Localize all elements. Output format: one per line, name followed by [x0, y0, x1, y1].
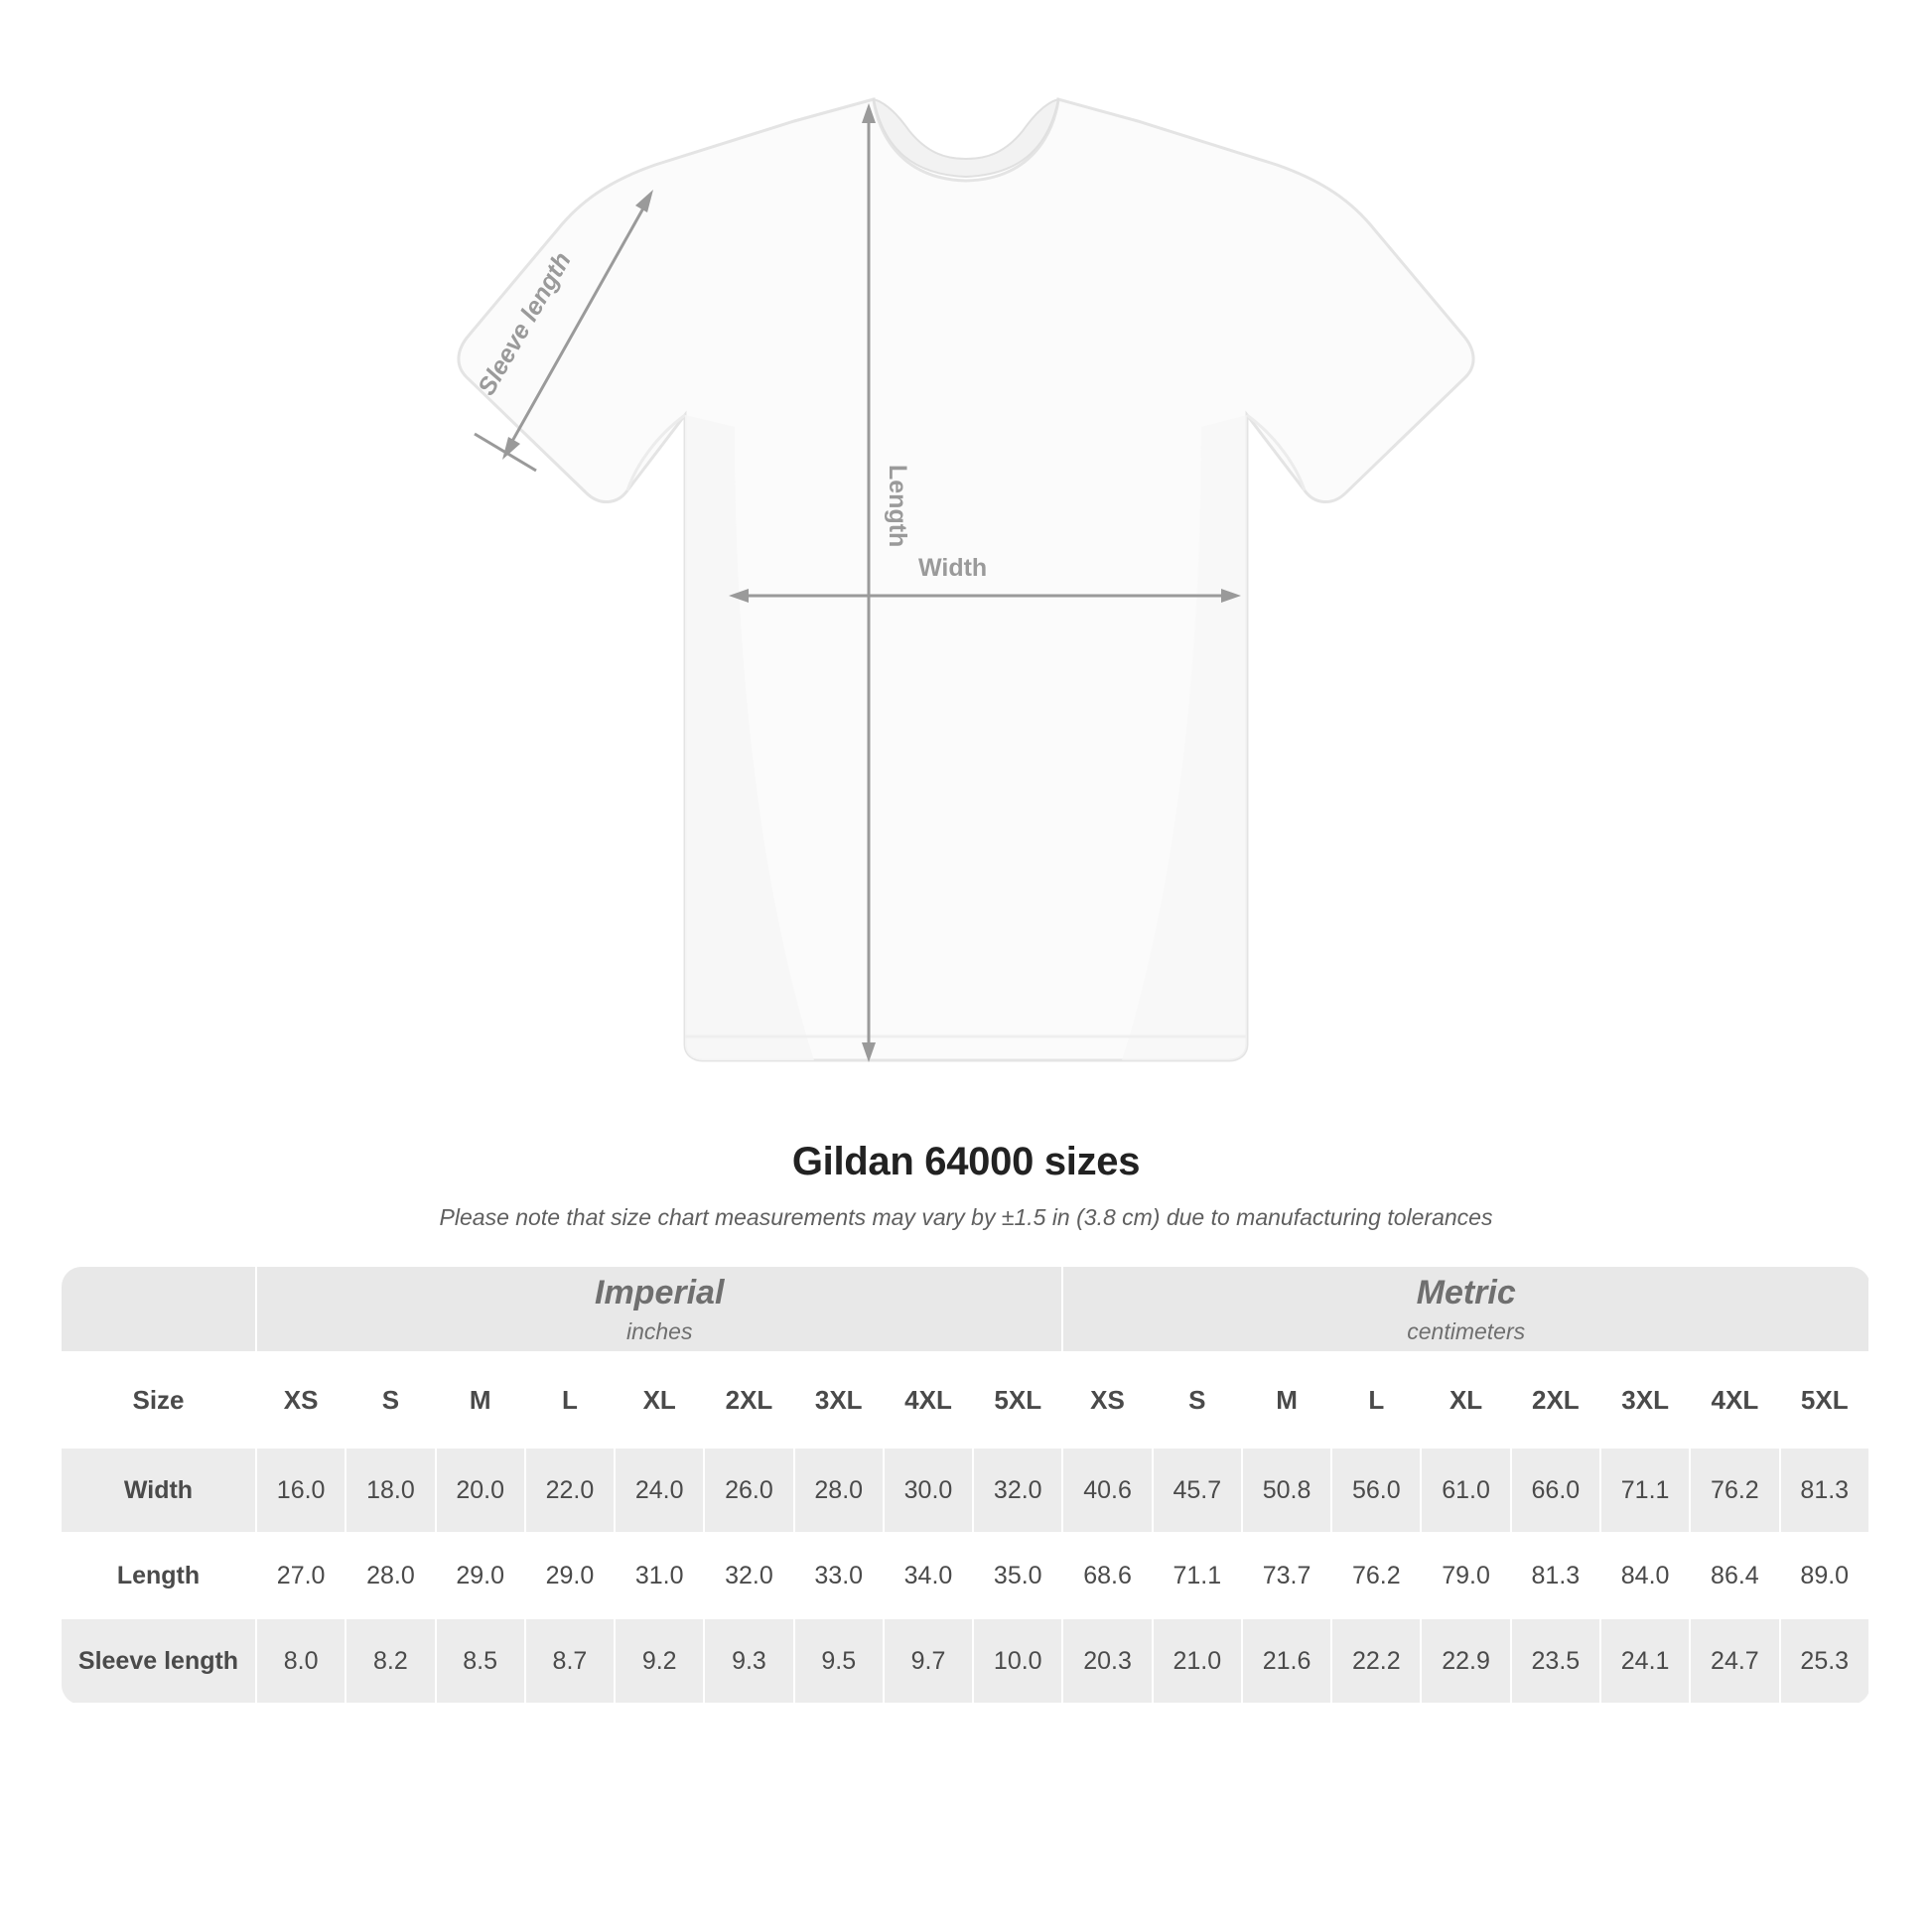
cell: 81.3	[1780, 1448, 1869, 1533]
cell: 9.2	[615, 1618, 704, 1704]
cell: 28.0	[345, 1533, 435, 1618]
cell: 34.0	[884, 1533, 973, 1618]
metric-sub: centimeters	[1407, 1317, 1526, 1344]
size-table	[62, 1267, 1870, 1705]
title-block	[0, 1140, 1932, 1231]
cell: 40.6	[1062, 1448, 1152, 1533]
cell: 29.0	[525, 1533, 615, 1618]
row-label-width: Width	[62, 1448, 256, 1533]
size-col-header: XL	[615, 1352, 704, 1448]
cell: 35.0	[973, 1533, 1062, 1618]
cell: 45.7	[1153, 1448, 1242, 1533]
cell: 32.0	[704, 1533, 793, 1618]
cell: 68.6	[1062, 1533, 1152, 1618]
size-table-wrapper	[62, 1267, 1870, 1705]
width-label: Width	[918, 554, 988, 582]
cell: 23.5	[1511, 1618, 1600, 1704]
size-col-header: 2XL	[1511, 1352, 1600, 1448]
cell: 89.0	[1780, 1533, 1869, 1618]
sleeve-length-label: Sleeve length	[472, 247, 577, 400]
cell: 30.0	[884, 1448, 973, 1533]
cell: 18.0	[345, 1448, 435, 1533]
cell: 9.3	[704, 1618, 793, 1704]
cell: 8.2	[345, 1618, 435, 1704]
size-col-header: 2XL	[704, 1352, 793, 1448]
length-label: Length	[884, 465, 911, 548]
size-col-header: 4XL	[884, 1352, 973, 1448]
table-corner-cell	[62, 1267, 256, 1352]
cell: 8.0	[256, 1618, 345, 1704]
table-row	[62, 1618, 1869, 1704]
size-col-header: M	[1242, 1352, 1331, 1448]
cell: 66.0	[1511, 1448, 1600, 1533]
cell: 24.1	[1600, 1618, 1690, 1704]
size-col-header: 5XL	[973, 1352, 1062, 1448]
cell: 16.0	[256, 1448, 345, 1533]
size-row-header: Size	[62, 1352, 256, 1448]
cell: 71.1	[1153, 1533, 1242, 1618]
cell: 25.3	[1780, 1618, 1869, 1704]
cell: 33.0	[794, 1533, 884, 1618]
cell: 71.1	[1600, 1448, 1690, 1533]
size-col-header: XS	[1062, 1352, 1152, 1448]
cell: 26.0	[704, 1448, 793, 1533]
row-label-sleeve-length: Sleeve length	[62, 1618, 256, 1704]
cell: 8.5	[436, 1618, 525, 1704]
cell: 20.0	[436, 1448, 525, 1533]
size-col-header: 4XL	[1690, 1352, 1779, 1448]
cell: 21.0	[1153, 1618, 1242, 1704]
imperial-header	[256, 1267, 1062, 1352]
cell: 28.0	[794, 1448, 884, 1533]
cell: 84.0	[1600, 1533, 1690, 1618]
cell: 81.3	[1511, 1533, 1600, 1618]
table-row	[62, 1533, 1869, 1618]
cell: 24.7	[1690, 1618, 1779, 1704]
imperial-name: Imperial	[595, 1273, 725, 1311]
size-col-header: 3XL	[794, 1352, 884, 1448]
cell: 76.2	[1690, 1448, 1779, 1533]
cell: 22.2	[1331, 1618, 1421, 1704]
cell: 50.8	[1242, 1448, 1331, 1533]
cell: 31.0	[615, 1533, 704, 1618]
cell: 29.0	[436, 1533, 525, 1618]
cell: 24.0	[615, 1448, 704, 1533]
table-row	[62, 1448, 1869, 1533]
cell: 79.0	[1421, 1533, 1510, 1618]
cell: 73.7	[1242, 1533, 1331, 1618]
cell: 61.0	[1421, 1448, 1510, 1533]
cell: 76.2	[1331, 1533, 1421, 1618]
cell: 9.7	[884, 1618, 973, 1704]
size-col-header: 5XL	[1780, 1352, 1869, 1448]
size-col-header: XL	[1421, 1352, 1510, 1448]
cell: 22.0	[525, 1448, 615, 1533]
unit-header-row	[62, 1267, 1869, 1352]
cell: 56.0	[1331, 1448, 1421, 1533]
cell: 86.4	[1690, 1533, 1779, 1618]
size-col-header: S	[345, 1352, 435, 1448]
size-col-header: S	[1153, 1352, 1242, 1448]
cell: 27.0	[256, 1533, 345, 1618]
size-col-header: XS	[256, 1352, 345, 1448]
cell: 22.9	[1421, 1618, 1510, 1704]
cell: 8.7	[525, 1618, 615, 1704]
size-col-header: L	[525, 1352, 615, 1448]
row-label-length: Length	[62, 1533, 256, 1618]
cell: 9.5	[794, 1618, 884, 1704]
imperial-sub: inches	[625, 1317, 693, 1344]
page-title: Gildan 64000 sizes	[791, 1140, 1141, 1183]
cell: 10.0	[973, 1618, 1062, 1704]
metric-name: Metric	[1416, 1273, 1516, 1311]
size-col-header: 3XL	[1600, 1352, 1690, 1448]
cell: 32.0	[973, 1448, 1062, 1533]
cell: 20.3	[1062, 1618, 1152, 1704]
size-col-header: L	[1331, 1352, 1421, 1448]
cell: 21.6	[1242, 1618, 1331, 1704]
size-col-header: M	[436, 1352, 525, 1448]
metric-header	[1062, 1267, 1869, 1352]
tolerance-note: Please note that size chart measurements may vary by ±1.5 in (3.8 cm) due to manufacturing tolerances	[439, 1204, 1493, 1230]
size-header-row	[62, 1352, 1869, 1448]
